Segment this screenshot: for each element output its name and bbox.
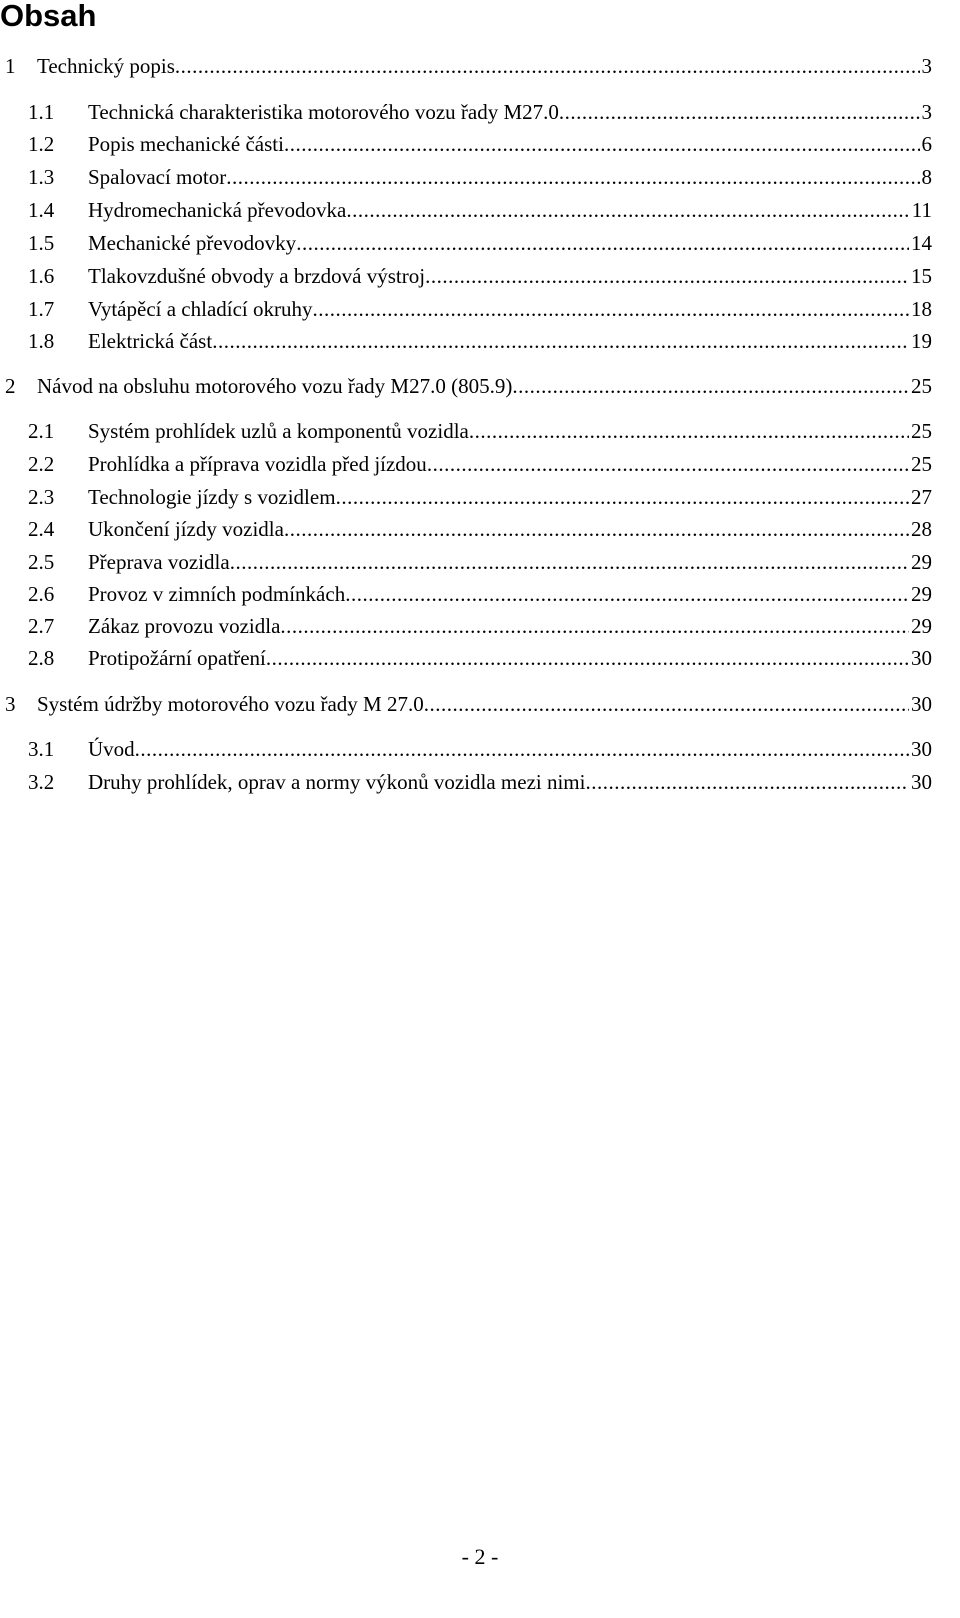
toc-page-number: 29 — [911, 614, 932, 638]
toc-title: Prohlídka a příprava vozidla před jízdou — [88, 452, 427, 476]
toc-leader-line — [88, 196, 932, 224]
toc-leader-line — [37, 690, 932, 718]
toc-leader-line — [88, 483, 932, 511]
toc-page-number: 30 — [911, 646, 932, 670]
toc-section[interactable] — [0, 735, 960, 763]
toc-chapter[interactable] — [0, 52, 960, 80]
toc-title: Hydromechanická převodovka — [88, 198, 347, 222]
toc-number: 2.1 — [28, 419, 55, 443]
dot-leader — [425, 262, 909, 290]
toc-number: 3.1 — [28, 737, 55, 761]
toc-leader-line — [37, 372, 932, 400]
toc-page-number: 30 — [911, 692, 932, 716]
toc-title: Systém prohlídek uzlů a komponentů vozidla — [88, 419, 469, 443]
toc-title: Popis mechanické části — [88, 132, 284, 156]
toc-page-number: 8 — [921, 165, 932, 189]
toc-title: Systém údržby motorového vozu řady M 27.0 — [37, 692, 424, 716]
dot-leader — [280, 612, 909, 640]
toc-number: 2.6 — [28, 582, 55, 606]
toc-number: 1.3 — [28, 165, 55, 189]
toc-title: Elektrická část — [88, 329, 213, 353]
toc-section[interactable] — [0, 612, 960, 640]
toc-section[interactable] — [0, 450, 960, 478]
toc-page-number: 18 — [911, 297, 932, 321]
toc-number: 1.5 — [28, 231, 55, 255]
toc-section[interactable] — [0, 229, 960, 257]
toc-section[interactable] — [0, 98, 960, 126]
toc-page-number: 30 — [911, 770, 932, 794]
toc-leader-line — [88, 327, 932, 355]
toc-page-number: 6 — [921, 132, 932, 156]
toc-page-number: 27 — [911, 485, 932, 509]
dot-leader — [226, 163, 919, 191]
dot-leader — [424, 690, 909, 718]
dot-leader — [266, 644, 909, 672]
toc-title: Druhy prohlídek, oprav a normy výkonů vozidla mezi nimi — [88, 770, 586, 794]
toc-title: Vytápěcí a chladící okruhy — [88, 297, 313, 321]
toc-title: Tlakovzdušné obvody a brzdová výstroj — [88, 264, 426, 288]
toc-leader-line — [88, 417, 932, 445]
toc-section[interactable] — [0, 483, 960, 511]
toc-section[interactable] — [0, 262, 960, 290]
toc-title: Technologie jízdy s vozidlem — [88, 485, 336, 509]
toc-title: Ukončení jízdy vozidla — [88, 517, 284, 541]
toc-section[interactable] — [0, 130, 960, 158]
dot-leader — [230, 548, 909, 576]
toc-section[interactable] — [0, 515, 960, 543]
toc-page-number: 25 — [911, 452, 932, 476]
toc-page-number: 29 — [911, 550, 932, 574]
toc-leader-line — [88, 163, 932, 191]
dot-leader — [345, 580, 909, 608]
toc-chapter[interactable] — [0, 372, 960, 400]
toc-section[interactable] — [0, 327, 960, 355]
toc-title: Provoz v zimních podmínkách — [88, 582, 346, 606]
toc-number: 2 — [5, 374, 16, 398]
dot-leader — [559, 98, 920, 126]
toc-title: Technický popis — [37, 54, 175, 78]
dot-leader — [284, 130, 920, 158]
toc-number: 1.1 — [28, 100, 55, 124]
toc-section[interactable] — [0, 580, 960, 608]
toc-section[interactable] — [0, 548, 960, 576]
dot-leader — [512, 372, 909, 400]
toc-title: Přeprava vozidla — [88, 550, 230, 574]
toc-number: 1.7 — [28, 297, 55, 321]
toc-leader-line — [88, 548, 932, 576]
toc-title: Zákaz provozu vozidla — [88, 614, 281, 638]
toc-number: 2.2 — [28, 452, 55, 476]
dot-leader — [313, 295, 910, 323]
toc-section[interactable] — [0, 163, 960, 191]
toc-chapter[interactable] — [0, 690, 960, 718]
toc-page-number: 30 — [911, 737, 932, 761]
toc-leader-line — [88, 450, 932, 478]
toc-page-number: 3 — [921, 54, 932, 78]
toc-number: 2.4 — [28, 517, 55, 541]
dot-leader — [336, 483, 909, 511]
toc-page-number: 15 — [911, 264, 932, 288]
toc-number: 2.7 — [28, 614, 55, 638]
toc-number: 3 — [5, 692, 16, 716]
toc-section[interactable] — [0, 768, 960, 796]
toc-title: Mechanické převodovky — [88, 231, 297, 255]
toc-leader-line — [37, 52, 932, 80]
toc-page-number: 28 — [911, 517, 932, 541]
dot-leader — [469, 417, 909, 445]
toc-leader-line — [88, 229, 932, 257]
toc-leader-line — [88, 735, 932, 763]
dot-leader — [284, 515, 909, 543]
toc-page-number: 3 — [921, 100, 932, 124]
dot-leader — [135, 735, 909, 763]
toc-number: 1.4 — [28, 198, 55, 222]
toc-title: Návod na obsluhu motorového vozu řady M27.0 (805.9) — [37, 374, 513, 398]
toc-title: Protipožární opatření — [88, 646, 266, 670]
page-title: Obsah — [0, 0, 97, 33]
toc-number: 2.3 — [28, 485, 55, 509]
dot-leader — [427, 450, 909, 478]
toc-title: Technická charakteristika motorového vozu řady M27.0 — [88, 100, 559, 124]
toc-page-number: 19 — [911, 329, 932, 353]
toc-section[interactable] — [0, 644, 960, 672]
toc-number: 3.2 — [28, 770, 55, 794]
toc-number: 1.2 — [28, 132, 55, 156]
toc-leader-line — [88, 98, 932, 126]
toc-page-number: 29 — [911, 582, 932, 606]
dot-leader — [585, 768, 909, 796]
toc-leader-line — [88, 768, 932, 796]
toc-title: Spalovací motor — [88, 165, 227, 189]
toc-section[interactable] — [0, 417, 960, 445]
toc-page-number: 11 — [911, 198, 932, 222]
toc-leader-line — [88, 295, 932, 323]
toc-leader-line — [88, 580, 932, 608]
toc-number: 2.5 — [28, 550, 55, 574]
toc-leader-line — [88, 262, 932, 290]
toc-number: 1.6 — [28, 264, 55, 288]
toc-title: Úvod — [88, 737, 135, 761]
toc-leader-line — [88, 612, 932, 640]
toc-section[interactable] — [0, 196, 960, 224]
dot-leader — [212, 327, 909, 355]
dot-leader — [296, 229, 909, 257]
toc-leader-line — [88, 130, 932, 158]
toc-leader-line — [88, 644, 932, 672]
dot-leader — [175, 52, 920, 80]
toc-number: 2.8 — [28, 646, 55, 670]
dot-leader — [346, 196, 909, 224]
page-number-footer: - 2 - — [461, 1544, 499, 1569]
toc-number: 1 — [5, 54, 16, 78]
toc-page-number: 25 — [911, 374, 932, 398]
toc-section[interactable] — [0, 295, 960, 323]
toc-number: 1.8 — [28, 329, 55, 353]
toc-leader-line — [88, 515, 932, 543]
toc-page-number: 14 — [911, 231, 932, 255]
toc-page-number: 25 — [911, 419, 932, 443]
